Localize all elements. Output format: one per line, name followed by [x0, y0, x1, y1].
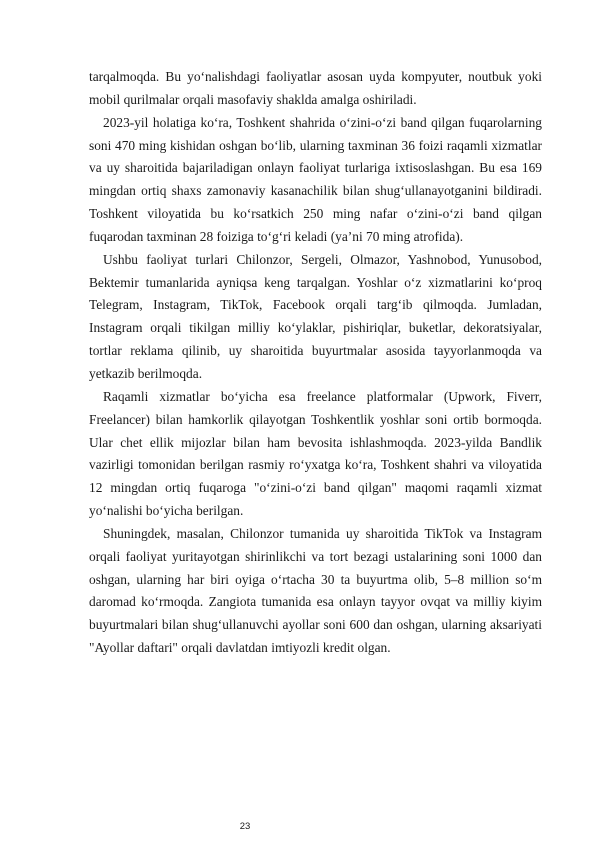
paragraph-tashkent-statistics: 2023-yil holatiga ko‘ra, Toshkent shahrida o‘zini-o‘zi band qilgan fuqarolarning soni 470 ming kishidan oshgan bo‘lib, ularning taxminan 36 foizi raqamli xizmatlar va uy sharoitida bajariladigan onlayn faoliyat turlariga ixtisoslashgan. Bu esa 169 mingdan ortiq shaxs zamonaviy kasanachilik bilan shug‘ullanayotganini bildiradi. Toshkent viloyatida bu ko‘rsatkich 250 ming nafar o‘zini-o‘zi band qilgan fuqarodan taxminan 28 foiziga to‘g‘ri keladi (ya’ni 70 ming atrofida). — [89, 114, 542, 244]
page-number: 23 — [239, 821, 251, 832]
paragraph-districts-social-media: Ushbu faoliyat turlari Chilonzor, Sergeli, Olmazor, Yashnobod, Yunusobod, Bektemir tumanlarida ayniqsa keng tarqalgan. Yoshlar o‘z xizmatlarini ko‘proq Telegram, Instagram, TikTok, Facebook orqali targ‘ib qilmoqda. Jumladan, Instagram orqali tikilgan milliy ko‘ylaklar, pishiriqlar, buketlar, dekoratsiyalar, tortlar reklama qilinib, uy sharoitida buyurtmalar asosida tayyorlanmoqda va yetkazib berilmoqda. — [89, 251, 542, 381]
paragraph-freelance-platforms: Raqamli xizmatlar bo‘yicha esa freelance platformalar (Upwork, Fiverr, Freelancer) bilan hamkorlik qilayotgan Toshkentlik yoshlar soni ortib bormoqda. Ular chet ellik mijozlar bilan ham bevosita ishlashmoqda. 2023-yilda Bandlik vazirligi tomonidan berilgan rasmiy ro‘yxatga ko‘ra, Toshkent shahri va viloyatida 12 mingdan ortiq fuqaroga "o‘zini-o‘zi band qilgan" maqomi raqamli xizmat yo‘nalishi bo‘yicha berilgan. — [89, 388, 542, 519]
document-body — [89, 66, 542, 660]
paragraph-continuation: tarqalmoqda. Bu yo‘nalishdagi faoliyatlar asosan uyda kompyuter, noutbuk yoki mobil qurilmalar orqali masofaviy shaklda amalga oshiriladi. — [89, 69, 542, 107]
paragraph-chilonzor-zangiota: Shuningdek, masalan, Chilonzor tumanida uy sharoitida TikTok va Instagram orqali faoliyat yuritayotgan shirinlikchi va tort bezagi ustalarining soni 1000 dan oshgan, ularning har biri oyiga o‘rtacha 30 ta buyurtma olib, 5–8 million so‘m daromad ko‘rmoqda. Zangiota tumanida esa onlayn tayyor ovqat va milliy kiyim buyurtmalari bilan shug‘ullanuvchi ayollar soni 600 dan oshgan, ularning aksariyati "Ayollar daftari" orqali davlatdan imtiyozli kredit olgan. — [89, 525, 542, 656]
